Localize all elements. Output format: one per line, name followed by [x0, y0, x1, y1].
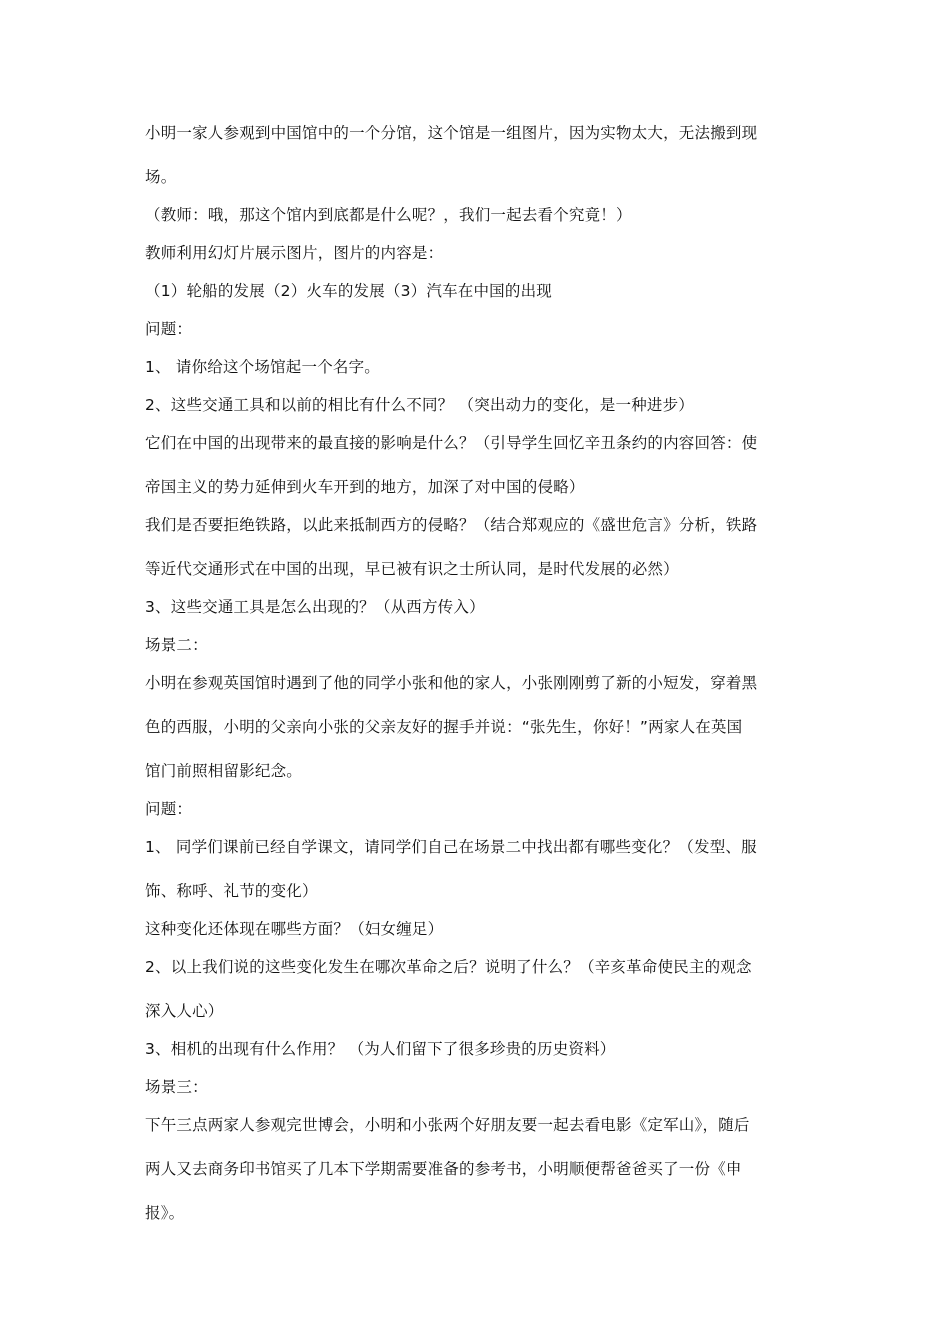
question-heading: 问题： [145, 800, 193, 818]
text-line: 等近代交通形式在中国的出现，早已被有识之士所认同，是时代发展的必然） [145, 560, 679, 578]
text-line: 场。 [145, 168, 177, 186]
text-line: 小明一家人参观到中国馆中的一个分馆，这个馆是一组图片，因为实物太大，无法搬到现 [145, 124, 758, 142]
text-line: 报》。 [145, 1204, 185, 1222]
scene-heading: 场景二： [145, 636, 208, 654]
text-line: 3、相机的出现有什么作用？ （为人们留下了很多珍贵的历史资料） [145, 1040, 616, 1058]
text-line: 1、 请你给这个场馆起一个名字。 [145, 358, 380, 376]
document-body [145, 122, 810, 1240]
text-line: 3、这些交通工具是怎么出现的？（从西方传入） [145, 598, 485, 616]
scene-heading: 场景三： [145, 1078, 208, 1096]
text-line: 我们是否要拒绝铁路，以此来抵制西方的侵略？（结合郑观应的《盛世危言》分析，铁路 [145, 516, 758, 534]
text-line: 它们在中国的出现带来的最直接的影响是什么？（引导学生回忆辛丑条约的内容回答：使 [145, 434, 758, 452]
text-line: 两人又去商务印书馆买了几本下学期需要准备的参考书，小明顺便帮爸爸买了一份《申 [145, 1160, 742, 1178]
text-line: 下午三点两家人参观完世博会，小明和小张两个好朋友要一起去看电影《定军山》，随后 [145, 1116, 750, 1134]
text-line: （1）轮船的发展（2）火车的发展（3）汽车在中国的出现 [145, 282, 552, 300]
text-line: （教师：哦，那这个馆内到底都是什么呢？，我们一起去看个究竟！） [145, 206, 632, 224]
text-line: 小明在参观英国馆时遇到了他的同学小张和他的家人，小张刚刚剪了新的小短发，穿着黑 [145, 674, 758, 692]
text-line: 2、以上我们说的这些变化发生在哪次革命之后？说明了什么？（辛亥革命使民主的观念 [145, 958, 752, 976]
text-line: 2、这些交通工具和以前的相比有什么不同？ （突出动力的变化，是一种进步） [145, 396, 694, 414]
text-line: 色的西服，小明的父亲向小张的父亲友好的握手并说：“张先生，你好！”两家人在英国 [145, 718, 743, 736]
text-line: 这种变化还体现在哪些方面？（妇女缠足） [145, 920, 444, 938]
text-line: 教师利用幻灯片展示图片，图片的内容是： [145, 244, 444, 262]
text-line: 帝国主义的势力延伸到火车开到的地方，加深了对中国的侵略） [145, 478, 585, 496]
text-line: 深入人心） [145, 1002, 224, 1020]
text-line: 馆门前照相留影纪念。 [145, 762, 303, 780]
text-line: 饰、称呼、礼节的变化） [145, 882, 318, 900]
question-heading: 问题： [145, 320, 193, 338]
text-line: 1、 同学们课前已经自学课文，请同学们自己在场景二中找出都有哪些变化？（发型、服 [145, 838, 757, 856]
